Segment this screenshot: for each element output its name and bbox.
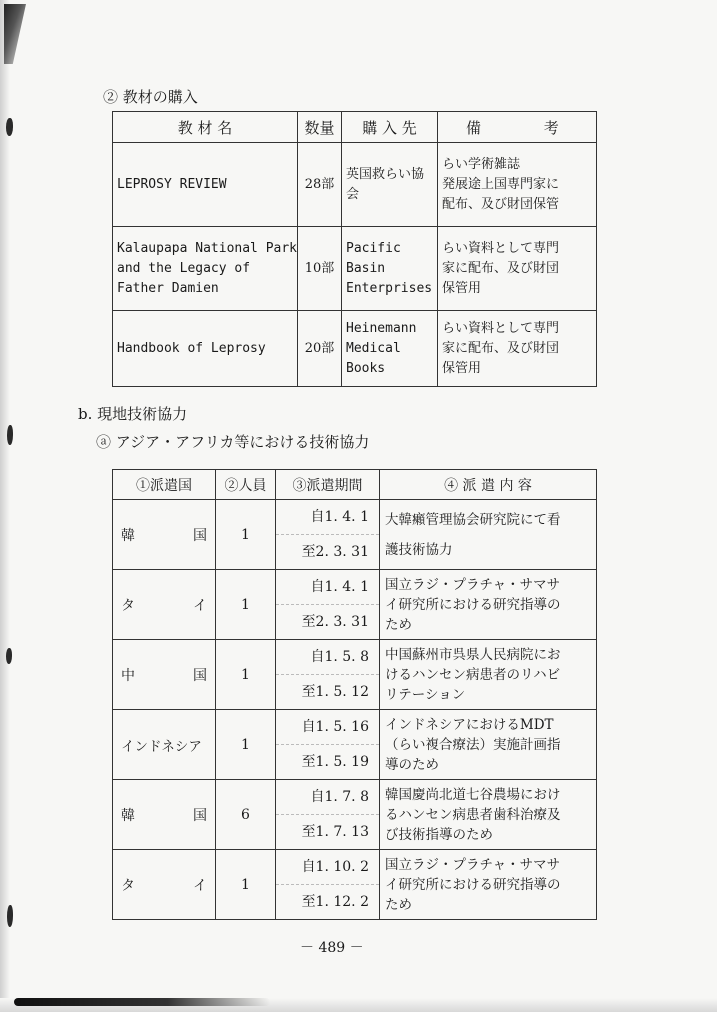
- content-line: るハンセン病患者歯科治療及: [385, 806, 561, 823]
- period-from: 自1. 5. 8: [276, 640, 379, 675]
- scan-corner-mark: [4, 4, 26, 64]
- material-title: [113, 143, 298, 227]
- country-char: 国: [193, 667, 207, 684]
- dispatch-country: [113, 500, 216, 570]
- content-line: 大韓癩管理協会研究院にて看: [385, 511, 561, 528]
- dispatch-content: [380, 710, 597, 780]
- vendor-line: 英国救らい協会: [346, 166, 425, 202]
- punch-hole-mark: [6, 118, 13, 136]
- dispatch-country: [113, 850, 216, 920]
- vendor-line: Enterprises: [346, 280, 433, 296]
- dispatch-period: [276, 710, 380, 780]
- content-line: インドネシアにおけるMDT: [385, 716, 554, 733]
- column-header: 数量: [298, 112, 342, 143]
- material-quantity: 28部: [298, 143, 342, 227]
- column-header: ④ 派 遣 内 容: [380, 470, 597, 500]
- table-row: [113, 311, 597, 387]
- column-header: 購 入 先: [342, 112, 438, 143]
- dispatch-period: [276, 780, 380, 850]
- content-line: けるハンセン病患者のリハビ: [385, 666, 561, 683]
- content-line: リテーション: [385, 686, 466, 703]
- material-vendor: [342, 227, 438, 311]
- vendor-line: Basin: [346, 260, 386, 276]
- personnel-count: 1: [216, 500, 276, 570]
- personnel-count: 1: [216, 570, 276, 640]
- country-char: イ: [193, 877, 207, 894]
- dispatch-country: [113, 570, 216, 640]
- content-line: び技術指導のため: [385, 826, 493, 843]
- section-heading-asia-africa: ⓐ アジア・アフリカ等における技術協力: [96, 433, 370, 451]
- period-to: 至2. 3. 31: [301, 544, 369, 560]
- period-from: 自1. 5. 16: [276, 710, 379, 745]
- country-char: 韓: [121, 807, 135, 824]
- table-header-row: [113, 470, 597, 500]
- remarks-line: らい資料として専門: [442, 240, 560, 256]
- remarks-line: 保管用: [442, 360, 482, 376]
- punch-hole-mark: [7, 425, 13, 445]
- table-row: [113, 710, 597, 780]
- technical-cooperation-table: [112, 469, 597, 920]
- vendor-line: Heinemann: [346, 320, 417, 336]
- personnel-count: 1: [216, 640, 276, 710]
- content-line: 国立ラジ・プラチャ・サマサ: [385, 856, 561, 873]
- dispatch-period: [276, 640, 380, 710]
- content-line: ため: [385, 616, 412, 633]
- personnel-count: 1: [216, 850, 276, 920]
- punch-hole-mark: [6, 648, 12, 664]
- content-line: 護技術協力: [385, 541, 453, 558]
- section-heading-materials: ② 教材の購入: [103, 88, 198, 106]
- dispatch-content: [380, 570, 597, 640]
- material-title: [113, 311, 298, 387]
- remarks-line: 家に配布、及び財団: [442, 340, 560, 356]
- content-line: 導のため: [385, 756, 439, 773]
- dispatch-period: [276, 570, 380, 640]
- remarks-line: 家に配布、及び財団: [442, 260, 560, 276]
- table-row: [113, 500, 597, 570]
- country-char: タ: [121, 877, 135, 894]
- content-line: ため: [385, 896, 412, 913]
- table-row: [113, 780, 597, 850]
- column-header: ③派遣期間: [276, 470, 380, 500]
- material-vendor: [342, 311, 438, 387]
- content-line: イ研究所における研究指導の: [385, 596, 561, 613]
- table-row: [113, 227, 597, 311]
- period-from: 自1. 4. 1: [276, 570, 379, 605]
- country-char: イ: [193, 597, 207, 614]
- personnel-count: 6: [216, 780, 276, 850]
- dispatch-content: [380, 780, 597, 850]
- page-number: － 489 －: [300, 940, 364, 956]
- period-from: 自1. 7. 8: [276, 780, 379, 815]
- period-to: 至1. 7. 13: [301, 824, 369, 840]
- dispatch-country: [113, 640, 216, 710]
- column-header: ①派遣国: [113, 470, 216, 500]
- period-to: 至1. 5. 19: [301, 754, 369, 770]
- section-heading-field-cooperation: b. 現地技術協力: [78, 405, 188, 423]
- remarks-line: 保管用: [442, 280, 482, 296]
- table-header-row: [113, 112, 597, 143]
- content-line: 韓国慶尚北道七谷農場におけ: [385, 786, 561, 803]
- country-name: インドネシア: [121, 738, 202, 755]
- dispatch-content: [380, 850, 597, 920]
- content-line: 国立ラジ・プラチャ・サマサ: [385, 576, 561, 593]
- dispatch-content: [380, 500, 597, 570]
- punch-hole-mark: [7, 905, 13, 927]
- scan-edge-left: [0, 0, 10, 1012]
- material-title: [113, 227, 298, 311]
- title-line: Kalaupapa National Park: [117, 240, 298, 256]
- column-header: 備 考: [438, 112, 597, 143]
- table-row: [113, 143, 597, 227]
- title-line: LEPROSY REVIEW: [117, 176, 227, 192]
- remarks-line: らい資料として専門: [442, 320, 560, 336]
- dispatch-period: [276, 850, 380, 920]
- period-to: 至2. 3. 31: [301, 614, 369, 630]
- material-vendor: [342, 143, 438, 227]
- column-header: 教 材 名: [113, 112, 298, 143]
- period-to: 至1. 5. 12: [301, 684, 369, 700]
- dispatch-period: [276, 500, 380, 570]
- personnel-count: 1: [216, 710, 276, 780]
- material-quantity: 10部: [298, 227, 342, 311]
- period-from: 自1. 4. 1: [276, 500, 379, 535]
- table-row: [113, 850, 597, 920]
- country-char: 国: [193, 527, 207, 544]
- vendor-line: Medical: [346, 340, 401, 356]
- period-to: 至1. 12. 2: [301, 894, 369, 910]
- country-char: 国: [193, 807, 207, 824]
- table-row: [113, 570, 597, 640]
- dispatch-country: [113, 710, 216, 780]
- content-line: （らい複合療法）実施計画指: [385, 736, 561, 753]
- table-row: [113, 640, 597, 710]
- material-remarks: [438, 311, 597, 387]
- material-remarks: [438, 227, 597, 311]
- material-remarks: [438, 143, 597, 227]
- dispatch-content: [380, 640, 597, 710]
- country-char: 韓: [121, 527, 135, 544]
- content-line: 中国蘇州市呉県人民病院にお: [385, 646, 561, 663]
- country-char: タ: [121, 597, 135, 614]
- title-line: Father Damien: [117, 280, 219, 296]
- scan-smear: [14, 998, 270, 1006]
- vendor-line: Books: [346, 360, 386, 376]
- title-line: Handbook of Leprosy: [117, 340, 266, 356]
- content-line: イ研究所における研究指導の: [385, 876, 561, 893]
- remarks-line: 発展途上国専門家に: [442, 176, 560, 192]
- materials-table: [112, 111, 597, 387]
- period-from: 自1. 10. 2: [276, 850, 379, 885]
- material-quantity: 20部: [298, 311, 342, 387]
- title-line: and the Legacy of: [117, 260, 251, 276]
- remarks-line: らい学術雑誌: [442, 156, 521, 172]
- vendor-line: Pacific: [346, 240, 401, 256]
- country-char: 中: [121, 667, 135, 684]
- dispatch-country: [113, 780, 216, 850]
- column-header: ②人員: [216, 470, 276, 500]
- remarks-line: 配布、及び財団保管: [442, 196, 560, 212]
